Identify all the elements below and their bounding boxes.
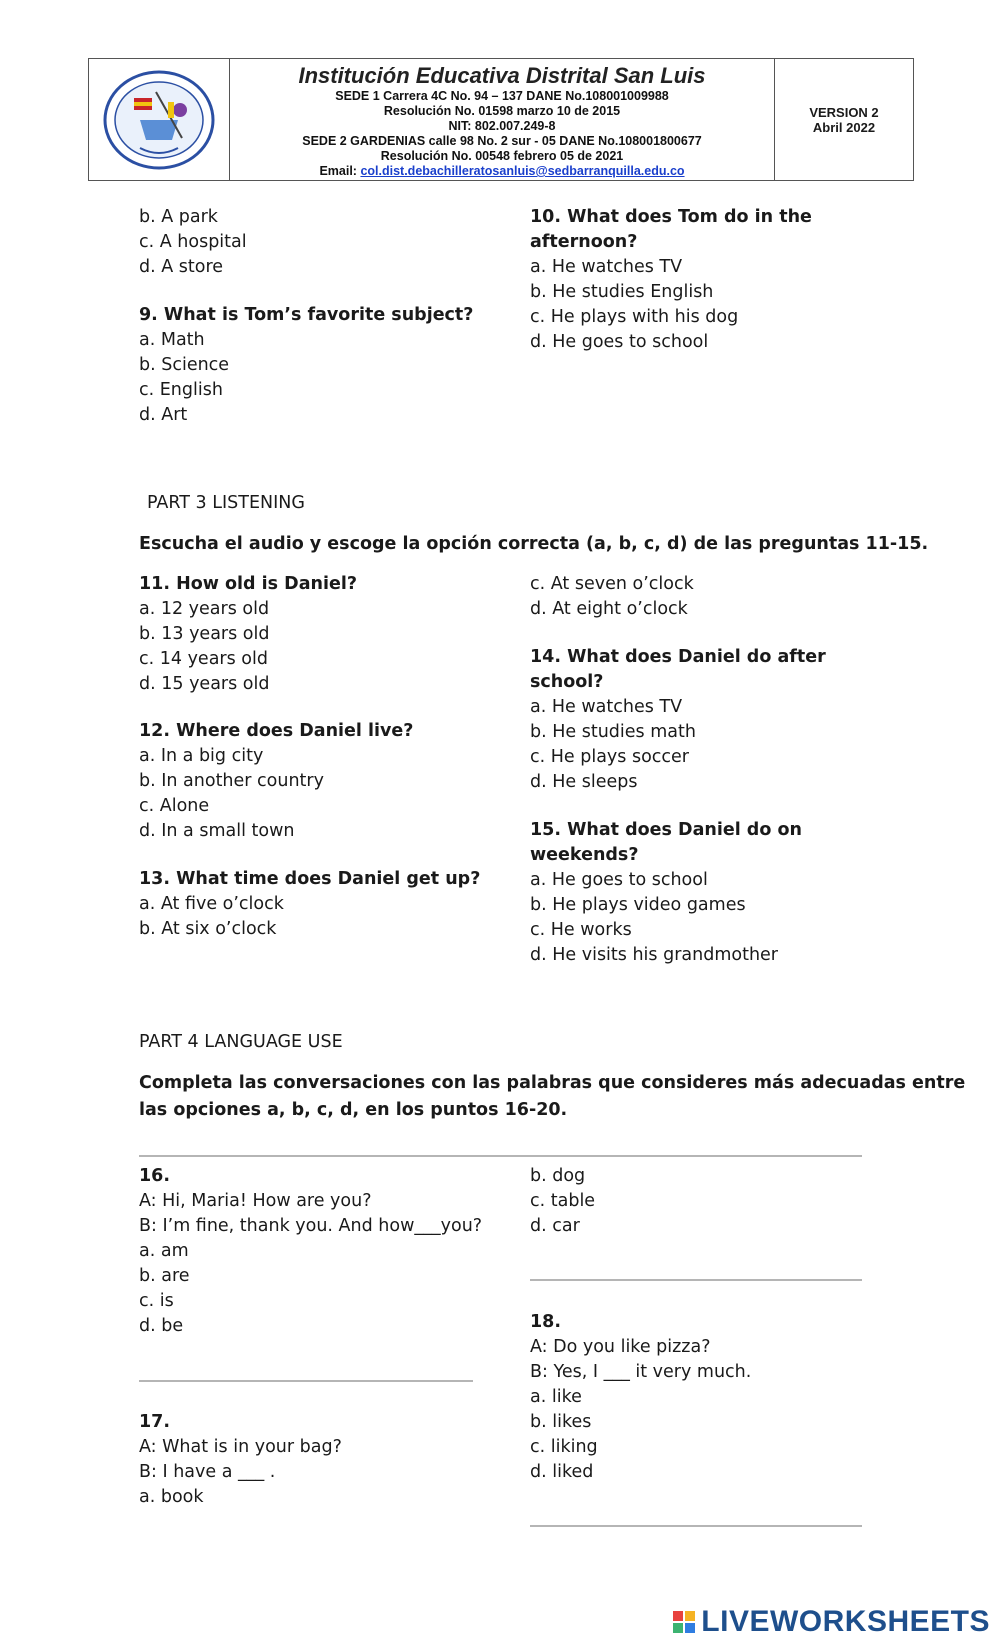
q14-question-cont: school?: [530, 672, 604, 692]
q12-option-b[interactable]: b. In another country: [139, 771, 324, 791]
q18-option-a[interactable]: a. like: [530, 1387, 582, 1407]
version-box: [775, 59, 913, 180]
q14-option-a[interactable]: a. He watches TV: [530, 697, 683, 717]
q17-line-a: A: What is in your bag?: [139, 1437, 342, 1457]
q13-option-a[interactable]: a. At five o’clock: [139, 894, 284, 914]
q14-option-b[interactable]: b. He studies math: [530, 722, 696, 742]
q10-option-d[interactable]: d. He goes to school: [530, 332, 709, 352]
q18-option-d[interactable]: d. liked: [530, 1462, 594, 1482]
q15-option-d[interactable]: d. He visits his grandmother: [530, 945, 778, 965]
q15-option-c[interactable]: c. He works: [530, 920, 632, 940]
q8-option-d[interactable]: d. A store: [139, 257, 224, 277]
q16-option-d[interactable]: d. be: [139, 1316, 184, 1336]
q10-question-cont: afternoon?: [530, 232, 638, 252]
part3-instruction: Escucha el audio y escoge la opción correcta (a, b, c, d) de las preguntas 11-15.: [139, 534, 929, 554]
q16-option-b[interactable]: b. are: [139, 1266, 190, 1286]
header-line: Resolución No. 01598 marzo 10 de 2015: [383, 104, 621, 118]
header-info: [230, 59, 775, 180]
q11-option-d[interactable]: d. 15 years old: [139, 674, 270, 694]
divider: [139, 1155, 862, 1157]
q10-question: 10. What does Tom do in the: [530, 207, 812, 227]
q11-question: 11. How old is Daniel?: [139, 574, 357, 594]
part3-title: PART 3 LISTENING: [147, 493, 305, 513]
document-header: [88, 58, 914, 181]
q14-question: 14. What does Daniel do after: [530, 647, 826, 667]
q18-option-b[interactable]: b. likes: [530, 1412, 592, 1432]
q11-option-a[interactable]: a. 12 years old: [139, 599, 270, 619]
part4-instruction: Completa las conversaciones con las palabras que consideres más adecuadas entre: [139, 1073, 966, 1093]
header-line: NIT: 802.007.249-8: [448, 119, 556, 133]
q15-question-cont: weekends?: [530, 845, 639, 865]
email-line: [230, 164, 774, 179]
institution-title: Institución Educativa Distrital San Luis: [298, 63, 706, 88]
q18-number: 18.: [530, 1312, 562, 1332]
q13-option-c[interactable]: c. At seven o’clock: [530, 574, 694, 594]
header-line: SEDE 1 Carrera 4C No. 94 – 137 DANE No.108001009988: [335, 89, 669, 103]
q10-option-a[interactable]: a. He watches TV: [530, 257, 683, 277]
q14-option-c[interactable]: c. He plays soccer: [530, 747, 689, 767]
q8-option-b[interactable]: b. A park: [139, 207, 218, 227]
q17-line-b: B: I have a ___ .: [139, 1462, 276, 1482]
q18-line-a: A: Do you like pizza?: [530, 1337, 711, 1357]
q10-option-c[interactable]: c. He plays with his dog: [530, 307, 739, 327]
q16-line-b: B: I’m fine, thank you. And how___you?: [139, 1216, 483, 1236]
q18-option-c[interactable]: c. liking: [530, 1437, 598, 1457]
q15-question: 15. What does Daniel do on: [530, 820, 802, 840]
school-logo: [89, 59, 230, 180]
q12-question: 12. Where does Daniel live?: [139, 721, 414, 741]
q14-option-d[interactable]: d. He sleeps: [530, 772, 638, 792]
email-link[interactable]: col.dist.debachilleratosanluis@sedbarranquilla.edu.co: [360, 164, 685, 178]
q13-option-d[interactable]: d. At eight o’clock: [530, 599, 688, 619]
q17-option-c[interactable]: c. table: [530, 1191, 596, 1211]
divider: [530, 1279, 862, 1281]
q9-option-a[interactable]: a. Math: [139, 330, 205, 350]
brand-blocks-icon: [673, 1611, 695, 1633]
q15-option-b[interactable]: b. He plays video games: [530, 895, 746, 915]
q13-question: 13. What time does Daniel get up?: [139, 869, 481, 889]
q9-option-d[interactable]: d. Art: [139, 405, 188, 425]
liveworksheets-logo: [673, 1605, 990, 1639]
q9-question: 9. What is Tom’s favorite subject?: [139, 305, 474, 325]
divider: [139, 1380, 473, 1382]
q17-option-b[interactable]: b. dog: [530, 1166, 586, 1186]
q17-number: 17.: [139, 1412, 171, 1432]
q13-option-b[interactable]: b. At six o’clock: [139, 919, 277, 939]
brand-name: LIVEWORKSHEETS: [701, 1605, 990, 1638]
q9-option-b[interactable]: b. Science: [139, 355, 230, 375]
q17-option-d[interactable]: d. car: [530, 1216, 580, 1236]
header-line: Resolución No. 00548 febrero 05 de 2021: [380, 149, 624, 163]
version-date: Abril 2022: [812, 119, 876, 135]
q12-option-c[interactable]: c. Alone: [139, 796, 210, 816]
header-line: SEDE 2 GARDENIAS calle 98 No. 2 sur - 05 DANE No.108001800677: [302, 134, 702, 148]
part4-instruction-cont: las opciones a, b, c, d, en los puntos 16-20.: [139, 1100, 568, 1120]
q9-option-c[interactable]: c. English: [139, 380, 223, 400]
q16-number: 16.: [139, 1166, 171, 1186]
q10-option-b[interactable]: b. He studies English: [530, 282, 714, 302]
divider: [530, 1525, 862, 1527]
q11-option-c[interactable]: c. 14 years old: [139, 649, 268, 669]
q16-option-a[interactable]: a. am: [139, 1241, 189, 1261]
q11-option-b[interactable]: b. 13 years old: [139, 624, 270, 644]
part4-title: PART 4 LANGUAGE USE: [139, 1032, 343, 1052]
q15-option-a[interactable]: a. He goes to school: [530, 870, 708, 890]
q18-line-b: B: Yes, I ___ it very much.: [530, 1362, 752, 1382]
q16-option-c[interactable]: c. is: [139, 1291, 174, 1311]
email-label: Email:: [319, 164, 361, 178]
school-crest-icon: [100, 68, 218, 172]
q12-option-a[interactable]: a. In a big city: [139, 746, 264, 766]
q8-option-c[interactable]: c. A hospital: [139, 232, 247, 252]
q17-option-a[interactable]: a. book: [139, 1487, 204, 1507]
version-label: VERSION 2: [809, 104, 879, 120]
q12-option-d[interactable]: d. In a small town: [139, 821, 295, 841]
q16-line-a: A: Hi, Maria! How are you?: [139, 1191, 372, 1211]
